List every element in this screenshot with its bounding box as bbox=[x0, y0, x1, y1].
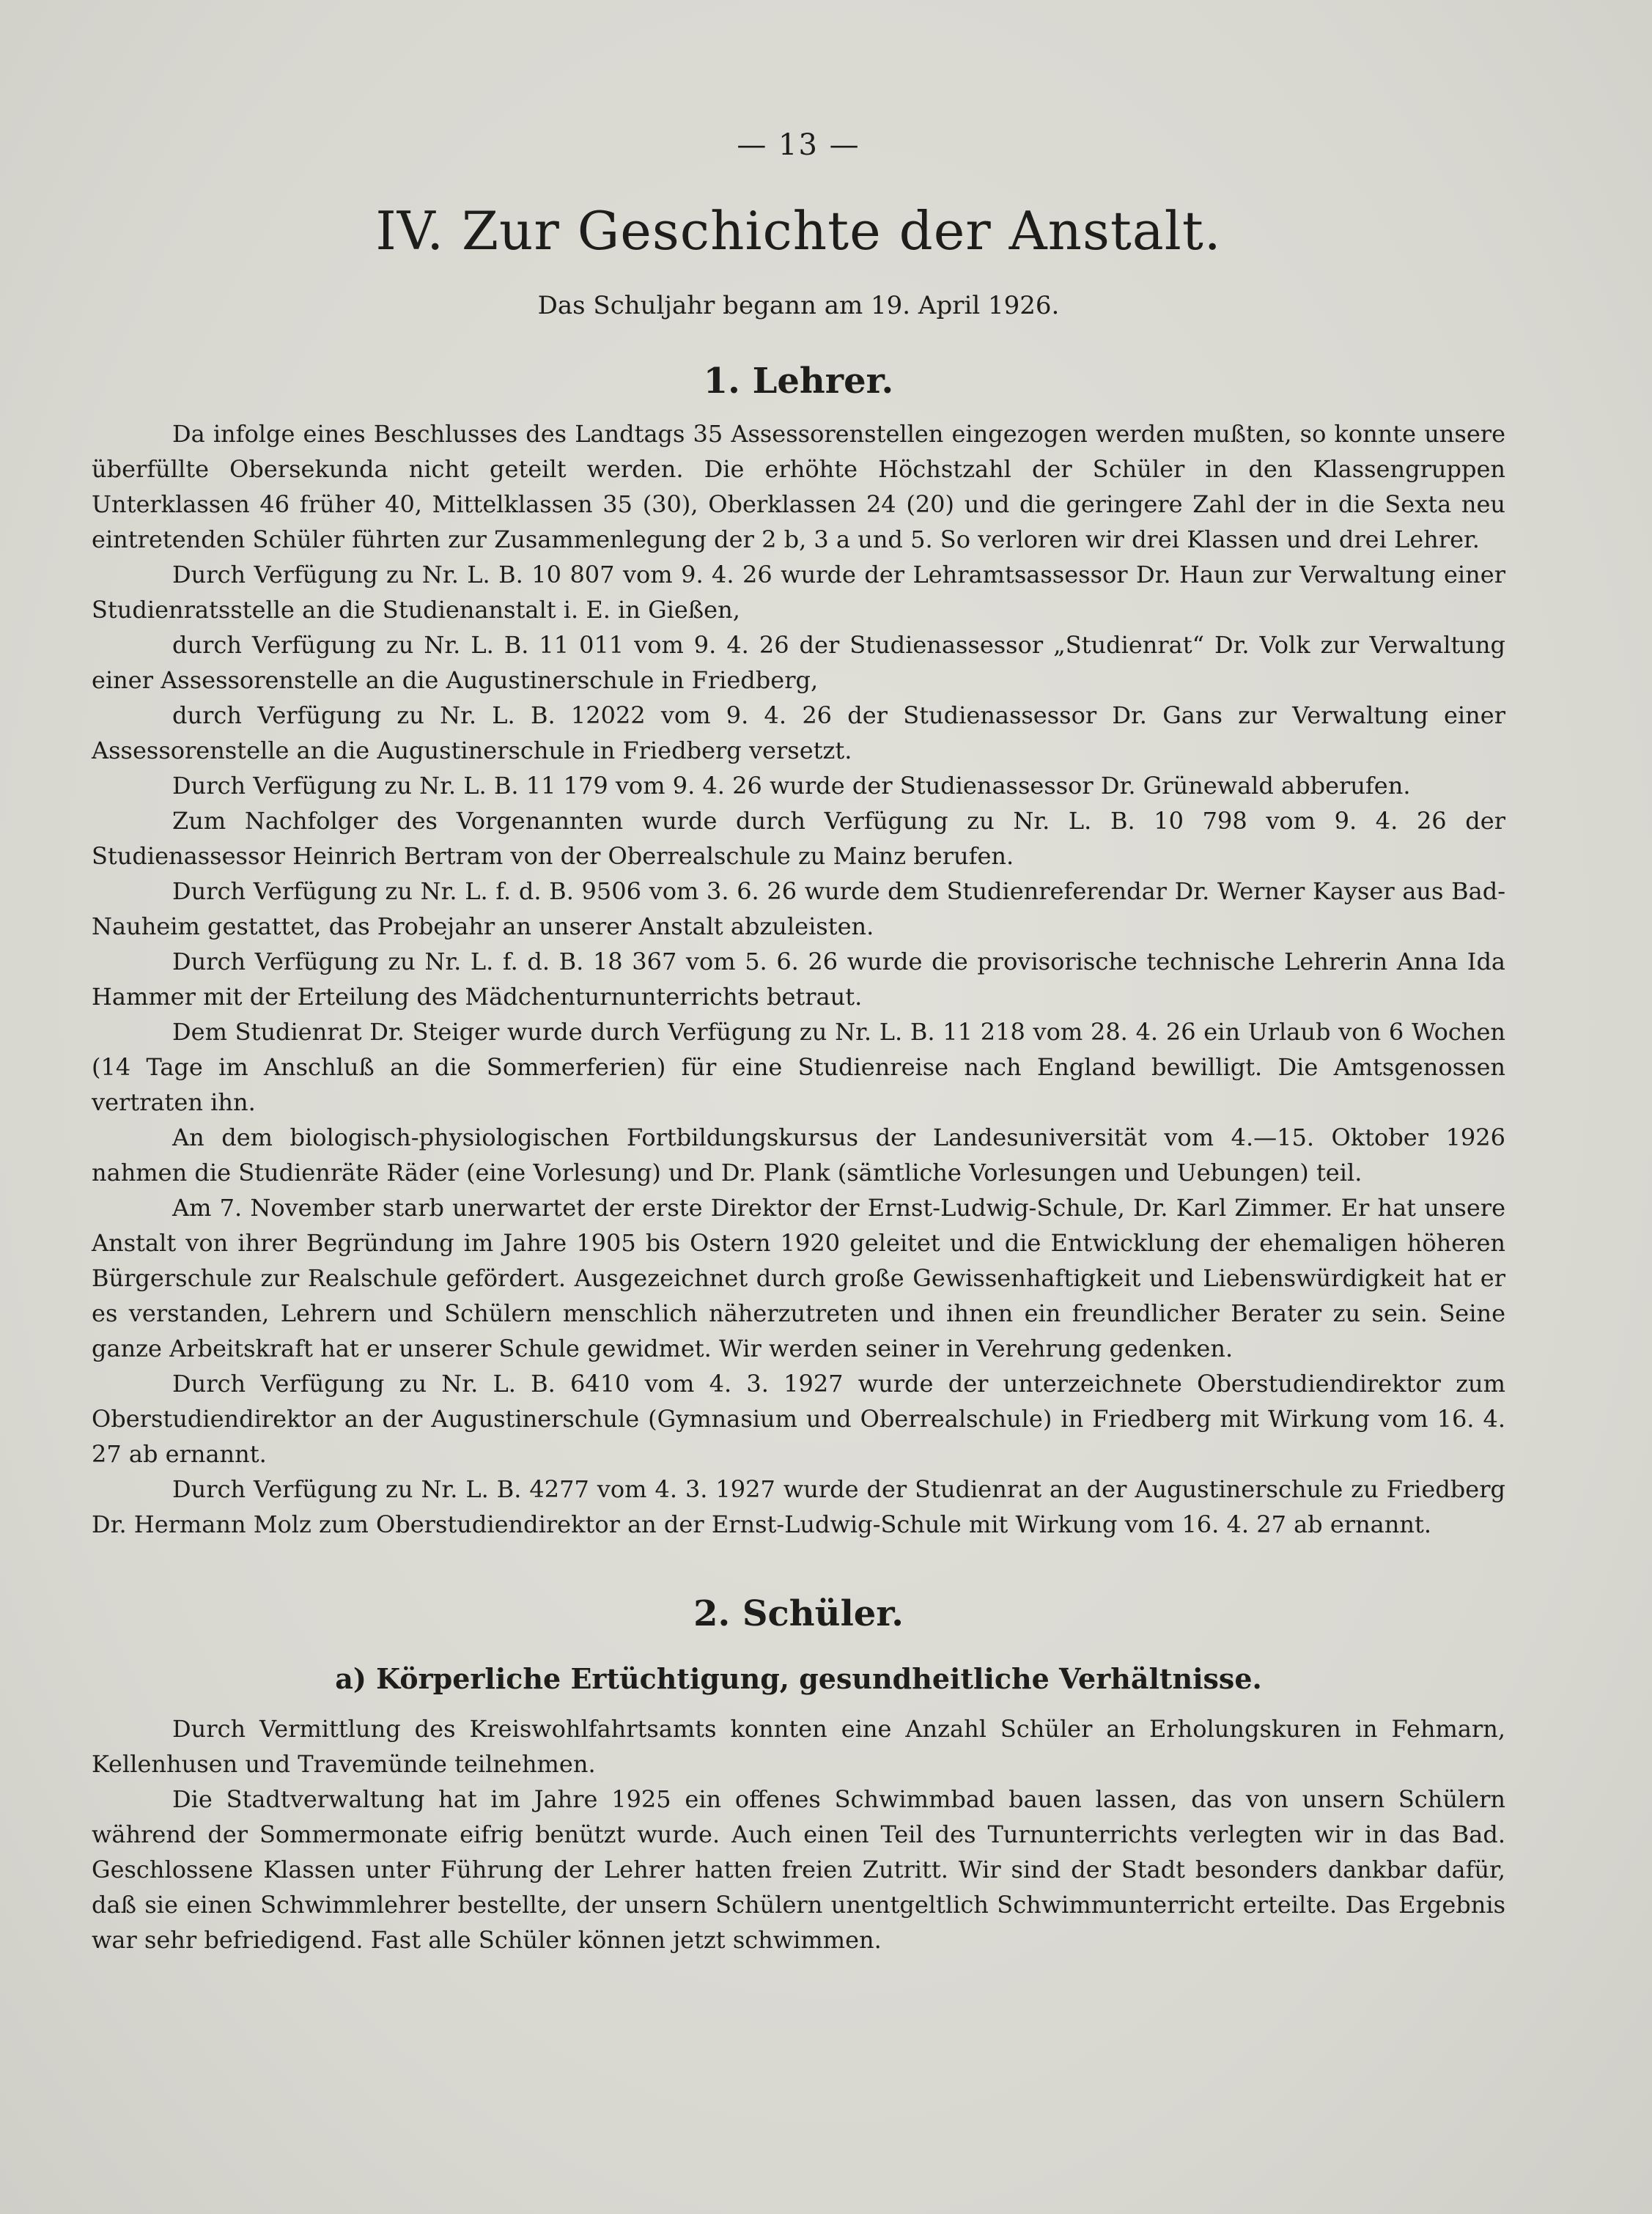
paragraph: Durch Vermittlung des Kreiswohlfahrtsamts konnten eine Anzahl Schüler an Erholungskuren in Fehmarn, Kellenhusen und Travemünde teilnehmen. bbox=[92, 1715, 1505, 1778]
paragraph: Dem Studienrat Dr. Steiger wurde durch Verfügung zu Nr. L. B. 11 218 vom 28. 4. 26 ein Urlaub von 6 Wochen (14 Tage im Anschluß an die Sommerferien) für eine Studienreise nach England bewilligt. Die Amtsgenossen vertraten ihn. bbox=[92, 1018, 1505, 1116]
subsection-title-physical-fitness: a) Körperliche Ertüchtigung, gesundheitliche Verhältnisse. bbox=[335, 1662, 1262, 1695]
page-number: — 13 — bbox=[737, 128, 860, 162]
section-title-students: 2. Schüler. bbox=[693, 1593, 904, 1634]
paragraph: Durch Verfügung zu Nr. L. f. d. B. 9506 vom 3. 6. 26 wurde dem Studienreferendar Dr. Werner Kayser aus Bad-Nauheim gestattet, das Probejahr an unserer Anstalt abzuleisten. bbox=[92, 877, 1505, 940]
section-teachers-body bbox=[92, 416, 1505, 1542]
paragraph: durch Verfügung zu Nr. L. B. 11 011 vom 9. 4. 26 der Studienassessor „Studienrat“ Dr. Volk zur Verwaltung einer Assessorenstelle an die Augustinerschule in Friedberg, bbox=[92, 631, 1505, 694]
paragraph: Da infolge eines Beschlusses des Landtags 35 Assessorenstellen eingezogen werden mußten, so konnte unsere überfüllte Obersekunda nicht geteilt werden. Die erhöhte Höchstzahl der Schüler in den Klassengruppen Unterklassen 46 früher 40, Mittelklassen 35 (30), Oberklassen 24 (20) und die geringere Zahl der in die Sexta neu eintretenden Schüler führten zur Zusammenlegung der 2 b, 3 a und 5. So verloren wir drei Klassen und drei Lehrer. bbox=[92, 420, 1505, 553]
school-year-line: Das Schuljahr begann am 19. April 1926. bbox=[537, 291, 1060, 320]
paragraph: Durch Verfügung zu Nr. L. f. d. B. 18 367 vom 5. 6. 26 wurde die provisorische technische Lehrerin Anna Ida Hammer mit der Erteilung des Mädchenturnunterrichts betraut. bbox=[92, 948, 1505, 1011]
paragraph: Am 7. November starb unerwartet der erste Direktor der Ernst-Ludwig-Schule, Dr. Karl Zimmer. Er hat unsere Anstalt von ihrer Begründung im Jahre 1905 bis Ostern 1920 geleitet und die Entwicklung der ehemaligen höheren Bürgerschule zur Realschule gefördert. Ausgezeichnet durch große Gewissenhaftigkeit und Liebenswürdigkeit hat er es verstanden, Lehrern und Schülern menschlich näherzutreten und ihnen ein freundlicher Berater zu sein. Seine ganze Arbeitskraft hat er unserer Schule gewidmet. Wir werden seiner in Verehrung gedenken. bbox=[92, 1194, 1505, 1362]
paragraph: Durch Verfügung zu Nr. L. B. 6410 vom 4. 3. 1927 wurde der unterzeichnete Oberstudiendirektor zum Oberstudiendirektor an der Augustinerschule (Gymnasium und Oberrealschule) in Friedberg mit Wirkung vom 16. 4. 27 ab ernannt. bbox=[92, 1370, 1505, 1468]
chapter-title: IV. Zur Geschichte der Anstalt. bbox=[375, 200, 1222, 262]
paragraph: Zum Nachfolger des Vorgenannten wurde durch Verfügung zu Nr. L. B. 10 798 vom 9. 4. 26 der Studienassessor Heinrich Bertram von der Oberrealschule zu Mainz berufen. bbox=[92, 807, 1505, 870]
section-title-teachers: 1. Lehrer. bbox=[703, 361, 894, 402]
section-students-body bbox=[92, 1711, 1505, 1957]
paragraph: Die Stadtverwaltung hat im Jahre 1925 ein offenes Schwimmbad bauen lassen, das von unsern Schülern während der Sommermonate eifrig benützt wurde. Auch einen Teil des Turnunterrichts verlegten wir in das Bad. Geschlossene Klassen unter Führung der Lehrer hatten freien Zutritt. Wir sind der Stadt besonders dankbar dafür, daß sie einen Schwimmlehrer bestellte, der unsern Schülern unentgeltlich Schwimmunterricht erteilte. Das Ergebnis war sehr befriedigend. Fast alle Schüler können jetzt schwimmen. bbox=[92, 1785, 1505, 1954]
paragraph: Durch Verfügung zu Nr. L. B. 11 179 vom 9. 4. 26 wurde der Studienassessor Dr. Grünewald abberufen. bbox=[172, 772, 1411, 800]
paragraph: Durch Verfügung zu Nr. L. B. 10 807 vom 9. 4. 26 wurde der Lehramtsassessor Dr. Haun zur Verwaltung einer Studienratsstelle an die Studienanstalt i. E. in Gießen, bbox=[92, 561, 1505, 624]
paragraph: Durch Verfügung zu Nr. L. B. 4277 vom 4. 3. 1927 wurde der Studienrat an der Augustinerschule zu Friedberg Dr. Hermann Molz zum Oberstudiendirektor an der Ernst-Ludwig-Schule mit Wirkung vom 16. 4. 27 ab ernannt. bbox=[92, 1475, 1505, 1538]
paragraph: An dem biologisch-physiologischen Fortbildungskursus der Landesuniversität vom 4.—15. Oktober 1926 nahmen die Studienräte Räder (eine Vorlesung) und Dr. Plank (sämtliche Vorlesungen und Uebungen) teil. bbox=[92, 1123, 1505, 1187]
paragraph: durch Verfügung zu Nr. L. B. 12022 vom 9. 4. 26 der Studienassessor Dr. Gans zur Verwaltung einer Assessorenstelle an die Augustinerschule in Friedberg versetzt. bbox=[92, 701, 1505, 764]
